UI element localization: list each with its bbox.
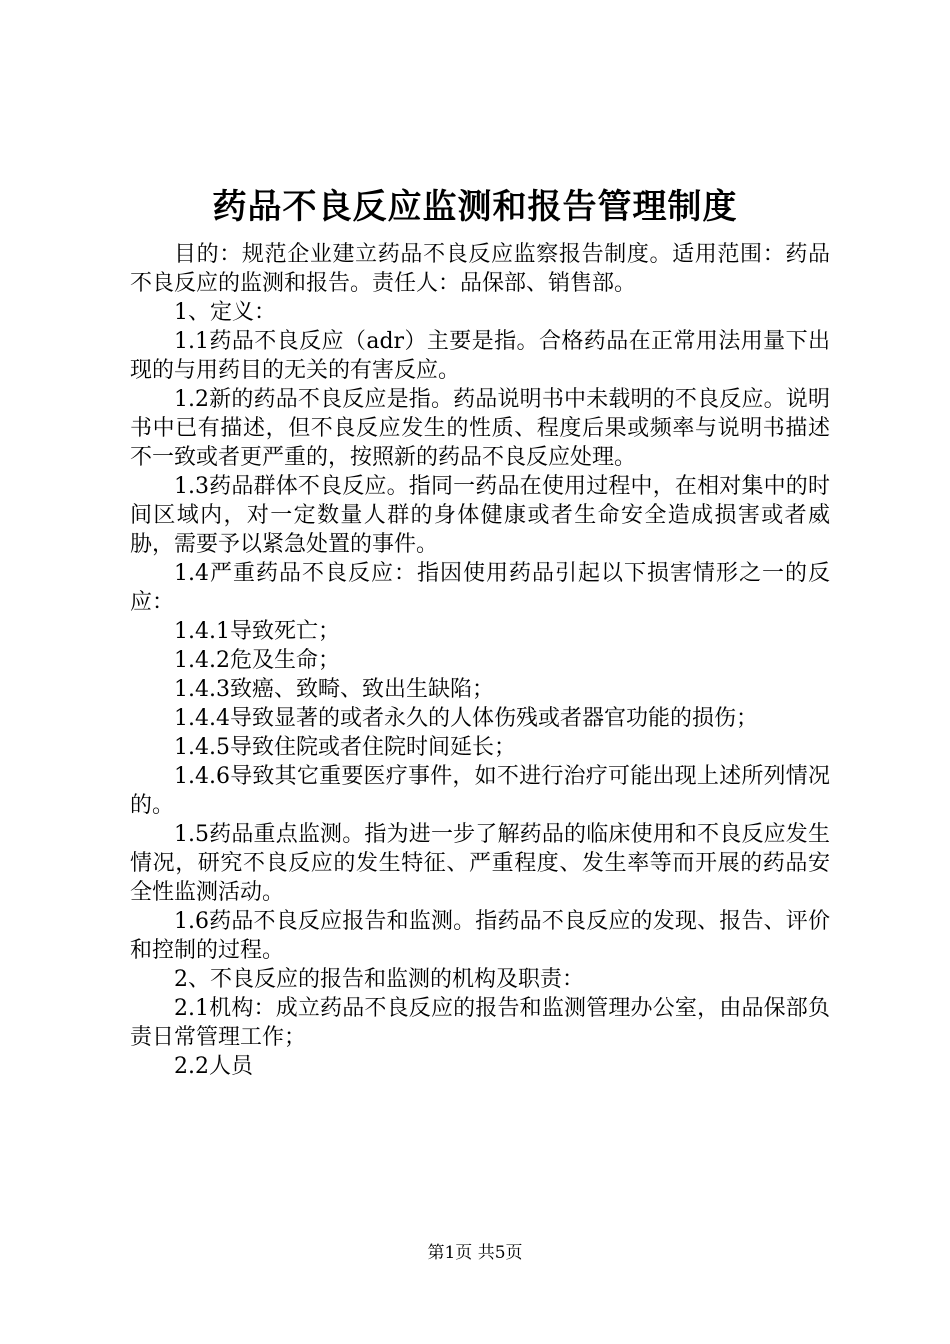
paragraph-purpose: 目的：规范企业建立药品不良反应监察报告制度。适用范围：药品不良反应的监测和报告。责任人：品保部、销售部。: [130, 242, 830, 296]
paragraph-section-1-heading: 1、定义：: [174, 300, 276, 325]
document-title: 药品不良反应监测和报告管理制度: [212, 187, 738, 227]
paragraph-section-2-heading: 2、不良反应的报告和监测的机构及职责：: [174, 967, 584, 992]
page-footer: [0, 1242, 950, 1264]
paragraph-1-4-6: 1.4.6导致其它重要医疗事件，如不进行治疗可能出现上述所列情况的。: [130, 764, 830, 818]
page-number-label: 第1页 共5页: [427, 1243, 523, 1263]
paragraph-1-6: 1.6药品不良反应报告和监测。指药品不良反应的发现、报告、评价和控制的过程。: [130, 909, 830, 963]
paragraph-1-3: 1.3药品群体不良反应。指同一药品在使用过程中，在相对集中的时间区域内，对一定数量人群的身体健康或者生命安全造成损害或者威胁，需要予以紧急处置的事件。: [130, 474, 830, 557]
paragraph-1-5: 1.5药品重点监测。指为进一步了解药品的临床使用和不良反应发生情况，研究不良反应的发生特征、严重程度、发生率等而开展的药品安全性监测活动。: [130, 822, 830, 905]
document-body: [130, 240, 830, 1081]
paragraph-2-2: 2.2人员: [174, 1054, 253, 1079]
paragraph-1-4-4: 1.4.4导致显著的或者永久的人体伤残或者器官功能的损伤；: [174, 706, 758, 731]
paragraph-1-2: 1.2新的药品不良反应是指。药品说明书中未载明的不良反应。说明书中已有描述，但不良反应发生的性质、程度后果或频率与说明书描述不一致或者更严重的，按照新的药品不良反应处理。: [130, 387, 830, 470]
paragraph-1-4: 1.4严重药品不良反应：指因使用药品引起以下损害情形之一的反应：: [130, 561, 830, 615]
paragraph-1-4-1: 1.4.1导致死亡；: [174, 619, 340, 644]
paragraph-1-4-2: 1.4.2危及生命；: [174, 648, 340, 673]
paragraph-1-4-5: 1.4.5导致住院或者住院时间延长；: [174, 735, 516, 760]
paragraph-1-4-3: 1.4.3致癌、致畸、致出生缺陷；: [174, 677, 494, 702]
paragraph-2-1: 2.1机构：成立药品不良反应的报告和监测管理办公室，由品保部负责日常管理工作；: [130, 996, 830, 1050]
paragraph-1-1: 1.1药品不良反应（adr）主要是指。合格药品在正常用法用量下出现的与用药目的无关的有害反应。: [130, 329, 830, 383]
